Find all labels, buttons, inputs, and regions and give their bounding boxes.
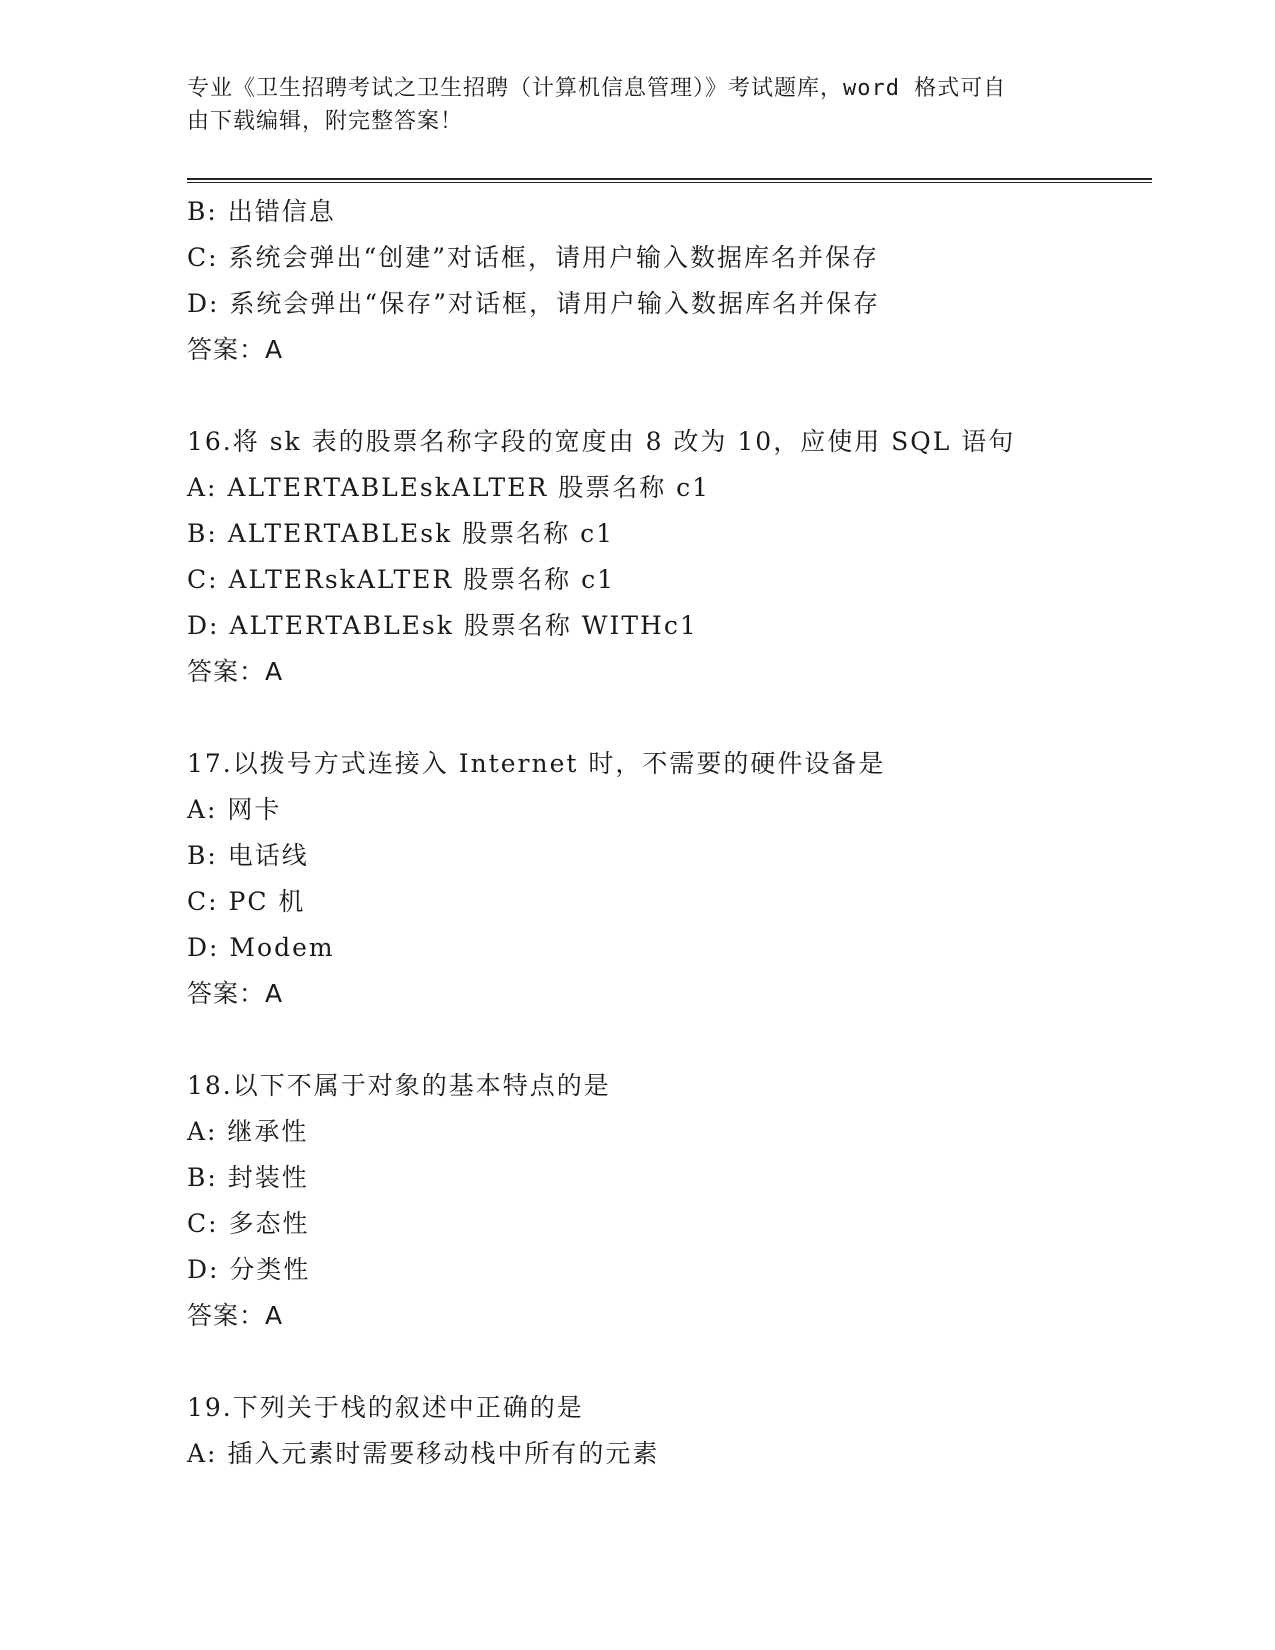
option-a: A: ALTERTABLEskALTER 股票名称 c1 <box>187 473 711 502</box>
question-stem: 18.以下不属于对象的基本特点的是 <box>187 1071 611 1100</box>
option-b: B: 出错信息 <box>187 197 336 226</box>
option-d: D: 分类性 <box>187 1255 311 1284</box>
answer: 答案：A <box>187 657 284 686</box>
question-15-continued <box>187 189 1152 373</box>
option-b: B: ALTERTABLEsk 股票名称 c1 <box>187 519 615 548</box>
option-c: C: PC 机 <box>187 887 306 916</box>
option-a: A: 网卡 <box>187 795 282 824</box>
header-line-2: 由下载编辑，附完整答案！ <box>187 109 464 134</box>
question-stem: 19.下列关于栈的叙述中正确的是 <box>187 1393 584 1422</box>
option-c: C: ALTERskALTER 股票名称 c1 <box>187 565 616 594</box>
header-line-1: 专业《卫生招聘考试之卫生招聘（计算机信息管理）》考试题库，word 格式可自 <box>187 76 1007 101</box>
answer: 答案：A <box>187 979 284 1008</box>
option-d: D: ALTERTABLEsk 股票名称 WITHc1 <box>187 611 698 640</box>
option-c: C: 系统会弹出“创建”对话框，请用户输入数据库名并保存 <box>187 243 880 272</box>
option-b: B: 封装性 <box>187 1163 309 1192</box>
option-a: A: 继承性 <box>187 1117 309 1146</box>
option-c: C: 多态性 <box>187 1209 310 1238</box>
answer: 答案：A <box>187 1301 284 1330</box>
answer: 答案：A <box>187 335 284 364</box>
question-18 <box>187 1063 1152 1339</box>
question-stem: 17.以拨号方式连接入 Internet 时，不需要的硬件设备是 <box>187 749 886 778</box>
question-19 <box>187 1385 1152 1477</box>
option-a: A: 插入元素时需要移动栈中所有的元素 <box>187 1439 660 1468</box>
option-d: D: Modem <box>187 933 335 962</box>
document-body <box>187 189 1152 1477</box>
question-17 <box>187 741 1152 1017</box>
header-divider <box>187 178 1152 183</box>
question-stem: 16.将 sk 表的股票名称字段的宽度由 8 改为 10，应使用 SQL 语句 <box>187 427 1016 456</box>
question-16 <box>187 419 1152 695</box>
page-header <box>187 72 1087 138</box>
option-d: D: 系统会弹出“保存”对话框，请用户输入数据库名并保存 <box>187 289 880 318</box>
option-b: B: 电话线 <box>187 841 309 870</box>
